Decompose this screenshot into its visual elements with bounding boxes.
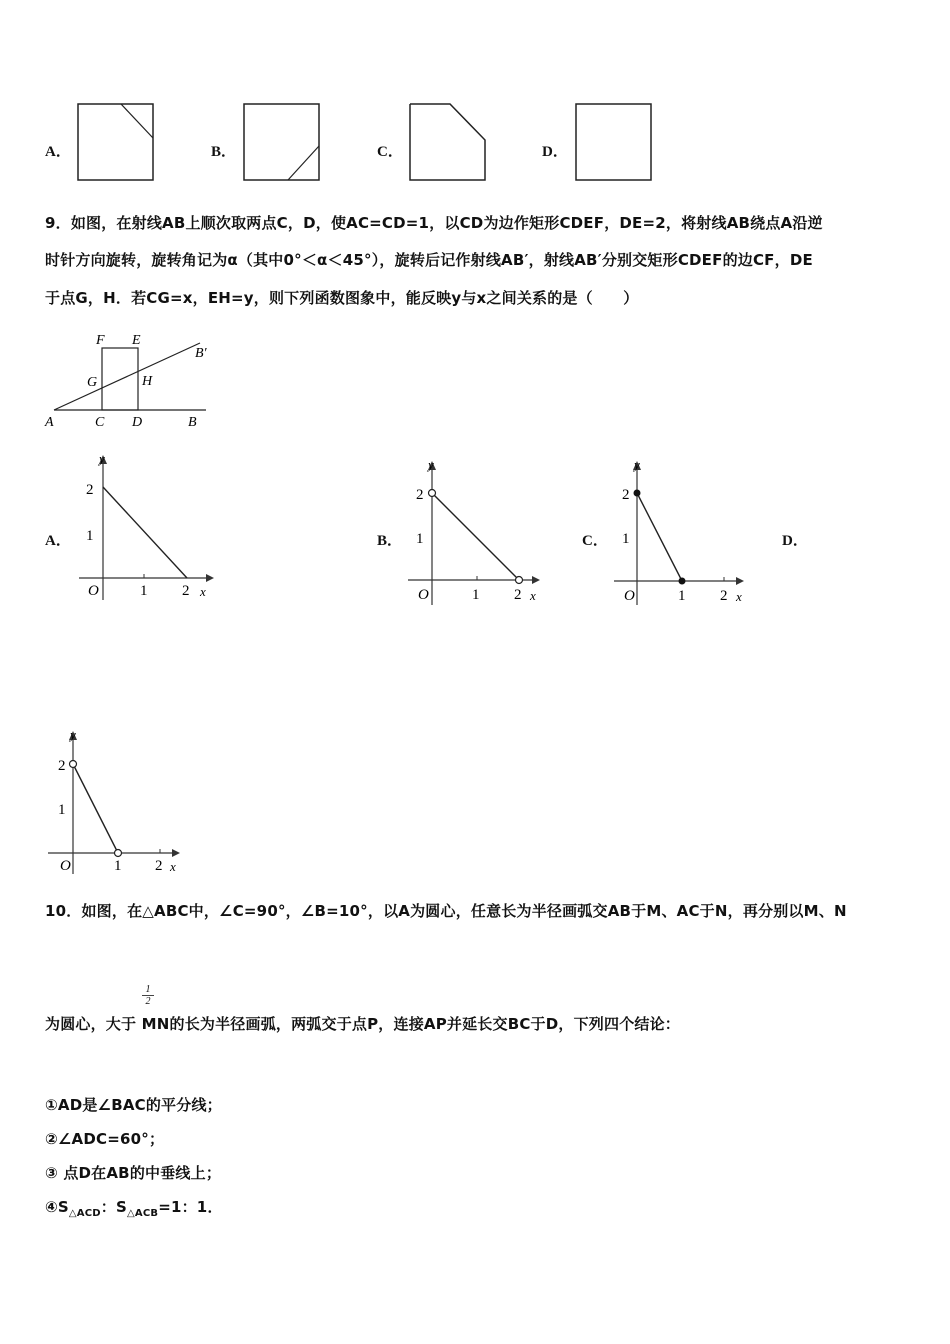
tick-x-1: 1	[472, 587, 480, 603]
label-f: F	[96, 333, 105, 348]
c4-mid: ：S	[100, 1198, 127, 1216]
c4-suffix: =1：1．	[158, 1198, 223, 1216]
tick-2: 2	[622, 487, 630, 503]
label-b-prime: B′	[195, 346, 207, 361]
q8-option-d-figure	[574, 102, 654, 182]
y-axis-label: y	[70, 727, 76, 742]
tick-1: 1	[86, 528, 94, 544]
origin-label: O	[60, 858, 71, 874]
q9-text-line1: 9．如图，在射线AB上顺次取两点C，D，使AC=CD=1，以CD为边作矩形CDEF，DE=2，将射线AB绕点A沿逆	[45, 214, 823, 232]
q10-fraction-half	[142, 984, 154, 1007]
q10-conclusion-4	[45, 1196, 223, 1219]
q8-option-b-label: B．	[211, 144, 237, 160]
ray-ab-prime	[54, 343, 200, 410]
y-axis-label: y	[99, 451, 105, 466]
label-d: D	[132, 415, 143, 430]
tick-x-2: 2	[155, 858, 163, 874]
y-axis-label: y	[428, 457, 434, 472]
tick-1: 1	[58, 802, 66, 818]
tick-x-1: 1	[140, 583, 148, 599]
q10-conclusion-2: ②∠ADC=60°；	[45, 1130, 165, 1148]
q9-text-line2: 时针方向旋转，旋转角记为α（其中0°＜α＜45°），旋转后记作射线AB′，射线AB′分别交矩形CDEF的边CF，DE	[45, 251, 813, 269]
rectangle-cdef	[102, 348, 138, 410]
label-c: C	[95, 415, 105, 430]
tick-x-1: 1	[678, 588, 686, 604]
open-point	[429, 490, 436, 497]
q9-option-d-graph	[44, 726, 184, 876]
label-a: A	[45, 415, 54, 430]
tick-x-2: 2	[182, 583, 190, 599]
q10-conclusion-3: ③ 点D在AB的中垂线上；	[45, 1164, 222, 1182]
tick-1: 1	[416, 531, 424, 547]
q9-option-b-graph	[404, 455, 544, 607]
origin-label: O	[624, 588, 635, 604]
q8-option-d-label: D．	[542, 144, 568, 160]
x-axis-label: x	[170, 859, 176, 874]
q10-conclusion-1: ①AD是∠BAC的平分线；	[45, 1096, 222, 1114]
tick-2: 2	[416, 487, 424, 503]
q8-option-c-label: C．	[377, 144, 403, 160]
fraction-numerator: 1	[145, 984, 151, 995]
label-b: B	[188, 415, 197, 430]
y-axis-label: y	[634, 457, 640, 472]
closed-point	[679, 578, 686, 585]
label-g: G	[87, 375, 98, 390]
q9-option-a-graph	[74, 450, 214, 602]
q10-text-line1: 10．如图，在△ABC中，∠C=90°，∠B=10°，以A为圆心，任意长为半径画弧交AB于M、AC于N，再分别以M、N	[45, 902, 847, 920]
tick-1: 1	[622, 531, 630, 547]
tick-x-1: 1	[114, 858, 122, 874]
q8-option-c-figure	[408, 102, 490, 182]
x-axis-label: x	[736, 589, 742, 604]
tick-x-2: 2	[720, 588, 728, 604]
q8-option-a-figure	[76, 102, 156, 182]
q9-option-a-label: A．	[45, 533, 71, 549]
x-axis-label: x	[530, 588, 536, 603]
q8-option-b-figure	[242, 102, 322, 182]
q8-option-a-label: A．	[45, 144, 71, 160]
q9-option-d-label: D．	[782, 533, 808, 549]
c4-sub1: △ACD	[68, 1208, 101, 1219]
q9-text-line3: 于点G，H．若CG=x，EH=y，则下列函数图象中，能反映y与x之间关系的是（ ）	[45, 289, 639, 307]
x-axis-label: x	[200, 584, 206, 599]
q9-option-b-label: B．	[377, 533, 403, 549]
label-h: H	[142, 374, 153, 389]
q9-geometry-figure	[40, 326, 220, 434]
q10-text-line2: 为圆心，大于 MN的长为半径画弧，两弧交于点P，连接AP并延长交BC于D，下列四个结论：	[45, 1015, 680, 1033]
origin-label: O	[418, 587, 429, 603]
open-point	[516, 577, 523, 584]
open-point	[115, 850, 122, 857]
q9-option-c-graph	[610, 455, 750, 607]
fraction-denominator: 2	[142, 995, 154, 1007]
tick-2: 2	[86, 482, 94, 498]
open-point	[70, 761, 77, 768]
tick-x-2: 2	[514, 587, 522, 603]
c4-sub2: △ACB	[127, 1208, 159, 1219]
label-e: E	[132, 333, 141, 348]
origin-label: O	[88, 583, 99, 599]
tick-2: 2	[58, 758, 66, 774]
c4-prefix: ④S	[45, 1198, 69, 1216]
closed-point	[634, 490, 641, 497]
q9-option-c-label: C．	[582, 533, 608, 549]
